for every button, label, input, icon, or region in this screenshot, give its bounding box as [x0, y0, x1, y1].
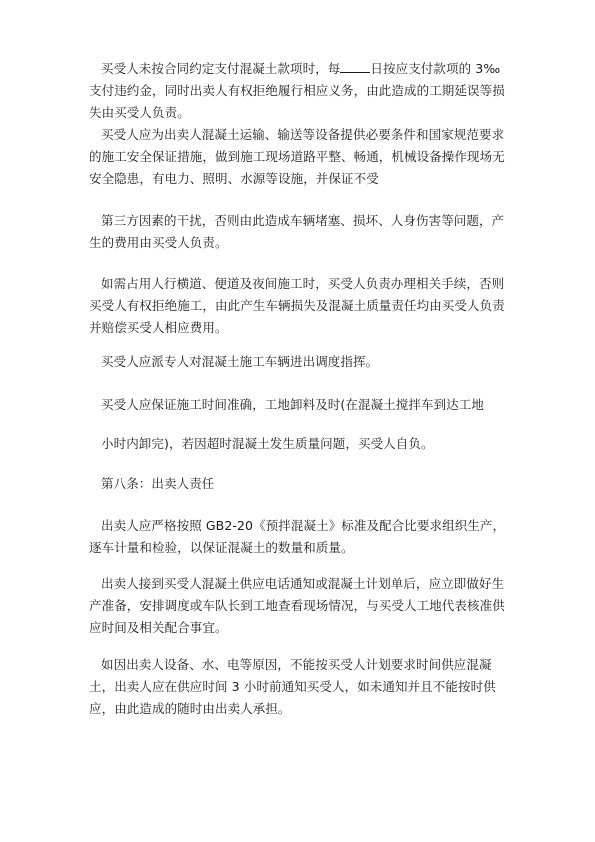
paragraph-supply-preparation: 出卖人接到买受人混凝土供应电话通知或混凝土计划单后，应立即做好生产准备，安排调度或车队长到工地查看现场情况，与买受人工地代表核准供应时间及相关配合事宜。 — [89, 576, 505, 635]
paragraph-text-before-blank: 买受人未按合同约定支付混凝土款项时，每 — [101, 61, 341, 76]
paragraph-production-standard: 出卖人应严格按照 GB2-20《预拌混凝土》标准及配合比要求组织生产，逐车计量和检验，以保证混凝土的数量和质量。 — [89, 518, 506, 555]
paragraph-dispatcher: 买受人应派专人对混凝土施工车辆进出调度指挥。 — [101, 354, 379, 369]
paragraph-unloading: 小时内卸完)，若因超时混凝土发生质量问题，买受人自负。 — [101, 436, 434, 451]
paragraph-road-occupation: 如需占用人行横道、便道及夜间施工时，买受人负责办理相关手续，否则买受人有权拒绝施工，由此产生车辆损失及混凝土质量责任均由买受人负责并赔偿买受人相应费用。 — [89, 276, 505, 335]
paragraph-supply-delay: 如因出卖人设备、水、电等原因，不能按买受人计划要求时间供应混凝土，出卖人应在供应时间 3 小时前通知买受人，如未通知并且不能按时供应，由此造成的随时由出卖人承担。 — [89, 657, 496, 716]
section-heading-seller-duty: 第八条：出卖人责任 — [101, 476, 215, 491]
paragraph-text-after-blank: 日按应支付款项的 3‰支付违约金，同时出卖人有权拒绝履行相应义务，由此造成的工期延误等损失由买受人负责。 — [89, 61, 505, 120]
paragraph-site-safety: 买受人应为出卖人混凝土运输、输送等设备提供必要条件和国家规范要求的施工安全保证措施，做到施工现场道路平整、畅通，机械设备操作现场无安全隐患，有电力、照明、水源等设施，并保证不受 — [89, 127, 505, 186]
paragraph-construction-time: 买受人应保证施工时间准确，工地卸料及时(在混凝土搅拌车到达工地 — [101, 397, 484, 412]
fill-in-blank — [340, 60, 370, 73]
paragraph-third-party: 第三方因素的干扰，否则由此造成车辆堵塞、损坏、人身伤害等问题，产生的费用由买受人负责。 — [89, 213, 505, 250]
paragraph-payment-penalty — [89, 58, 509, 124]
